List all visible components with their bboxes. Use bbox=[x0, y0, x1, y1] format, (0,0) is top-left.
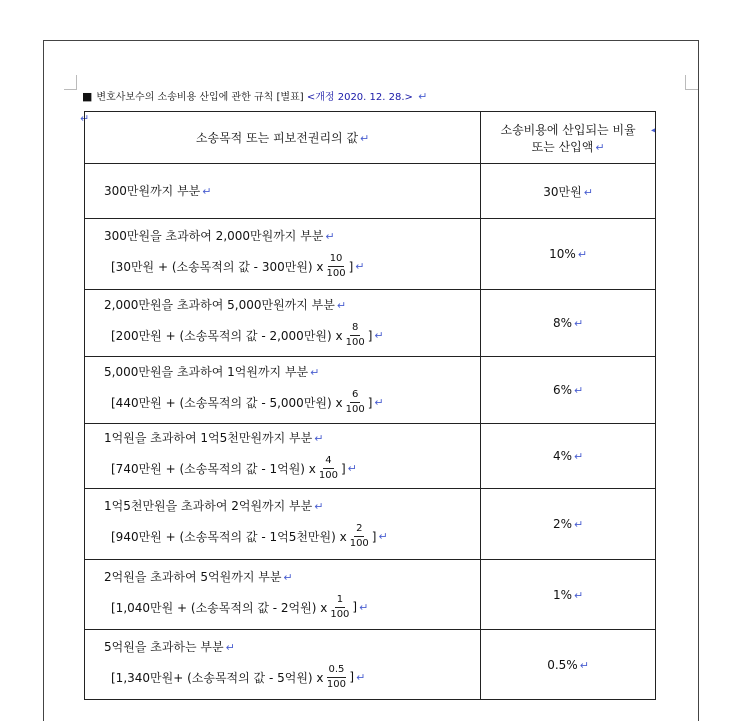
fraction-denominator: 100 bbox=[326, 678, 347, 690]
paragraph-mark-icon: ↵ bbox=[574, 317, 584, 330]
rate-value: 0.5% bbox=[547, 657, 578, 672]
range-cell bbox=[85, 219, 481, 290]
fraction-denominator: 100 bbox=[349, 538, 369, 549]
row-marker-icon: ◂ bbox=[651, 125, 657, 136]
range-text: 1억원을 초과하여 1억5천만원까지 부분 bbox=[104, 431, 313, 445]
formula-close-bracket: ] bbox=[367, 328, 373, 343]
document-heading bbox=[82, 91, 427, 104]
range-text: 300만원까지 부분 bbox=[104, 183, 201, 198]
table-row bbox=[85, 219, 656, 290]
paragraph-mark-icon: ↵ bbox=[374, 329, 384, 342]
formula-close-bracket: ] bbox=[349, 670, 355, 684]
formula bbox=[85, 455, 480, 482]
fraction-numerator: 2 bbox=[354, 523, 364, 537]
paragraph-mark-icon: ↵ bbox=[359, 600, 369, 614]
rate-cell bbox=[481, 164, 656, 219]
paragraph-mark-icon: ↵ bbox=[225, 640, 235, 654]
formula bbox=[85, 322, 480, 349]
rate-value: 1% bbox=[552, 587, 572, 602]
fraction bbox=[330, 594, 349, 621]
paragraph-mark-icon: ↵ bbox=[574, 588, 584, 602]
range-text: 5억원을 초과하는 부분 bbox=[104, 639, 224, 654]
formula-text: [940만원 + (소송목적의 값 - 1억5천만원) x bbox=[111, 530, 347, 544]
range-cell bbox=[85, 290, 481, 357]
margin-corner-mark bbox=[64, 75, 77, 90]
formula bbox=[85, 389, 480, 416]
paragraph-mark-icon: ↵ bbox=[574, 518, 584, 531]
paragraph-mark-icon: ↵ bbox=[574, 384, 584, 397]
rate-cell bbox=[481, 424, 656, 489]
rate-cell bbox=[481, 489, 656, 560]
rate-value: 6% bbox=[552, 383, 572, 397]
paragraph-mark-icon: ↵ bbox=[314, 432, 324, 445]
table-header-row bbox=[85, 112, 656, 164]
formula-text: [200만원 + (소송목적의 값 - 2,000만원) x bbox=[111, 329, 343, 343]
square-bullet-icon: ■ bbox=[82, 90, 93, 103]
table-row bbox=[85, 560, 656, 630]
range-cell bbox=[85, 630, 481, 700]
header-cell-left: 소송목적 또는 피보전권리의 값 ↵ bbox=[85, 112, 481, 164]
range-cell bbox=[85, 164, 481, 219]
fee-table bbox=[84, 111, 656, 700]
table-row bbox=[85, 424, 656, 489]
fraction bbox=[319, 455, 338, 482]
range-cell bbox=[85, 489, 481, 560]
formula-text: [1,340만원+ (소송목적의 값 - 5억원) x bbox=[111, 670, 324, 685]
formula-close-bracket: ] bbox=[340, 461, 346, 476]
paragraph-mark-icon: ↵ bbox=[418, 90, 428, 103]
range-cell bbox=[85, 424, 481, 489]
formula bbox=[85, 523, 480, 550]
range-cell bbox=[85, 560, 481, 630]
rate-cell bbox=[481, 357, 656, 424]
fraction bbox=[327, 253, 346, 280]
formula-text: [1,040만원 + (소송목적의 값 - 2억원) x bbox=[111, 600, 328, 615]
paragraph-mark-icon: ↵ bbox=[336, 299, 347, 312]
table-row bbox=[85, 357, 656, 424]
fraction bbox=[350, 523, 369, 550]
paragraph-mark-icon: ↵ bbox=[80, 112, 90, 125]
rate-value: 2% bbox=[552, 517, 572, 531]
paragraph-mark-icon: ↵ bbox=[374, 396, 384, 409]
formula-close-bracket: ] bbox=[352, 600, 358, 614]
rate-value: 10% bbox=[549, 247, 576, 261]
paragraph-mark-icon: ↵ bbox=[325, 230, 335, 243]
formula-text: [740만원 + (소송목적의 값 - 1억원) x bbox=[111, 462, 316, 476]
paragraph-mark-icon: ↵ bbox=[595, 140, 605, 154]
fraction-numerator: 6 bbox=[350, 389, 360, 403]
formula bbox=[85, 664, 480, 691]
formula-text: [30만원 + (소송목적의 값 - 300만원) x bbox=[111, 260, 324, 274]
amendment-date: <개정 2020. 12. 28.> bbox=[306, 92, 413, 103]
table-row bbox=[85, 164, 656, 219]
fraction-numerator: 10 bbox=[328, 253, 345, 267]
paragraph-mark-icon: ↵ bbox=[579, 658, 589, 672]
formula-close-bracket: ] bbox=[371, 529, 377, 544]
rate-value: 30만원 bbox=[543, 184, 582, 199]
paragraph-mark-icon: ↵ bbox=[360, 132, 370, 145]
range-text: 5,000만원을 초과하여 1억원까지 부분 bbox=[104, 365, 309, 379]
table-row bbox=[85, 290, 656, 357]
paragraph-mark-icon: ↵ bbox=[577, 248, 588, 261]
fraction bbox=[346, 322, 365, 349]
fraction-numerator: 8 bbox=[350, 322, 360, 336]
rate-value: 4% bbox=[552, 449, 572, 463]
fraction-numerator: 1 bbox=[335, 594, 345, 608]
range-text: 2억원을 초과하여 5억원까지 부분 bbox=[104, 569, 282, 584]
formula bbox=[85, 594, 480, 621]
document-page bbox=[43, 40, 699, 721]
fraction-numerator: 0.5 bbox=[327, 664, 347, 678]
table-row bbox=[85, 630, 656, 700]
rate-cell bbox=[481, 630, 656, 700]
range-text: 1억5천만원을 초과하여 2억원까지 부분 bbox=[104, 499, 313, 513]
paragraph-mark-icon: ↵ bbox=[347, 462, 357, 475]
heading-title: 변호사보수의 소송비용 산입에 관한 규칙 [별표] bbox=[96, 92, 304, 103]
formula-close-bracket: ] bbox=[348, 259, 354, 274]
formula-close-bracket: ] bbox=[367, 395, 373, 410]
fraction-denominator: 100 bbox=[330, 608, 350, 620]
paragraph-mark-icon: ↵ bbox=[202, 184, 212, 198]
rate-cell bbox=[481, 219, 656, 290]
fraction-denominator: 100 bbox=[318, 470, 338, 481]
paragraph-mark-icon: ↵ bbox=[314, 500, 324, 513]
formula bbox=[85, 253, 480, 280]
fraction bbox=[346, 389, 365, 416]
rate-cell bbox=[481, 560, 656, 630]
paragraph-mark-icon: ↵ bbox=[583, 185, 593, 199]
table-row bbox=[85, 489, 656, 560]
fraction-denominator: 100 bbox=[326, 268, 346, 279]
header-cell-right: 소송비용에 산입되는 비율 또는 산입액 ↵ bbox=[481, 112, 656, 164]
range-text: 2,000만원을 초과하여 5,000만원까지 부분 bbox=[104, 298, 335, 312]
fraction bbox=[327, 664, 347, 691]
fraction-denominator: 100 bbox=[345, 404, 365, 415]
paragraph-mark-icon: ↵ bbox=[310, 366, 320, 379]
formula-text: [440만원 + (소송목적의 값 - 5,000만원) x bbox=[111, 396, 343, 410]
range-cell bbox=[85, 357, 481, 424]
margin-corner-mark bbox=[685, 75, 698, 90]
range-text: 300만원을 초과하여 2,000만원까지 부분 bbox=[104, 229, 324, 243]
fraction-denominator: 100 bbox=[345, 337, 365, 348]
paragraph-mark-icon: ↵ bbox=[355, 260, 365, 273]
fraction-numerator: 4 bbox=[323, 455, 333, 469]
paragraph-mark-icon: ↵ bbox=[378, 530, 388, 543]
paragraph-mark-icon: ↵ bbox=[574, 450, 584, 463]
paragraph-mark-icon: ↵ bbox=[356, 670, 366, 684]
rate-cell bbox=[481, 290, 656, 357]
paragraph-mark-icon: ↵ bbox=[283, 570, 293, 584]
rate-value: 8% bbox=[552, 316, 572, 330]
